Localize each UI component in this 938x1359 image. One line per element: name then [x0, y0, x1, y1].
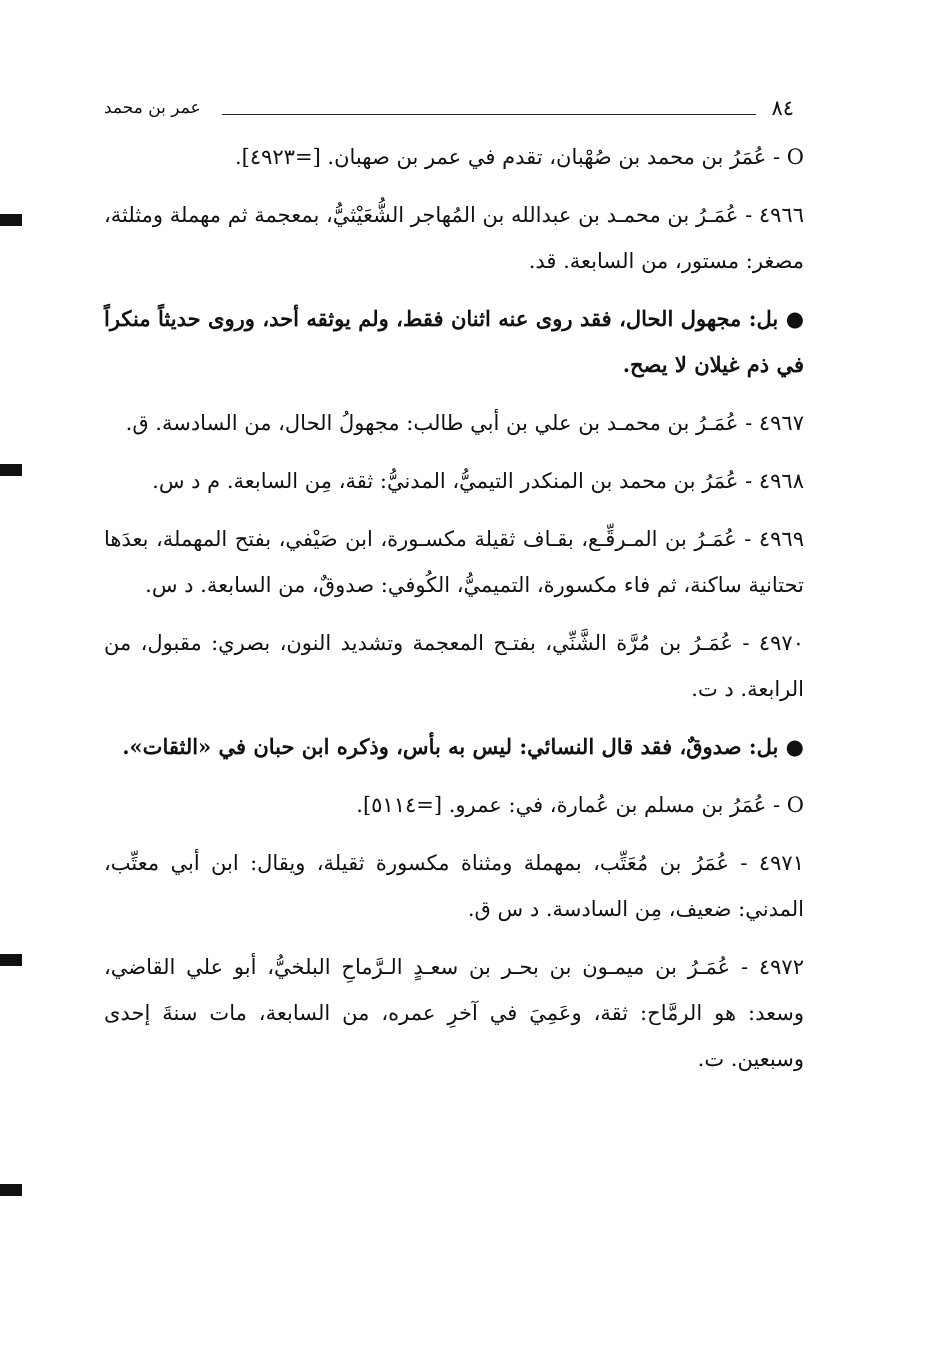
- entry-text: بل: مجهول الحال، فقد روى عنه اثنان فقط، ولم يوثقه أحد، وروى حديثاً منكراً في ذم غيلان لا يصح.: [104, 306, 804, 377]
- entry-text: ٤٩٦٨ - عُمَرُ بن محمد بن المنكدر التيميُّ، المدنيُّ: ثقة، مِن السابعة. م د س.: [152, 469, 804, 493]
- bullet-marker-icon: ●: [785, 734, 804, 759]
- entry-comment: [104, 724, 804, 770]
- entries-body: [104, 134, 804, 1094]
- entry-4971: [104, 840, 804, 932]
- running-title: عمر بن محمد: [104, 98, 201, 118]
- entry-text: ٤٩٦٦ - عُمَـرُ بن محمـد بن عبدالله بن المُهاجر الشُّعَيْثيُّ، بمعجمة ثم مهملة ومثلثة، مصغر: مستور، من السابعة. قد.: [104, 203, 804, 273]
- entry-text: بل: صدوقٌ، فقد قال النسائي: ليس به بأس، وذكره ابن حبان في «الثقات».: [122, 734, 779, 759]
- page-number: ٨٤: [771, 96, 794, 120]
- entry-text: ٤٩٧٢ - عُمَـرُ بن ميمـون بن بحـر بن سعـدٍ الـرَّماحِ البلخيُّ، أبو علي القاضي، وسعد: هو الرمَّاح: ثقة، وعَمِيَ في آخرِ عمره، من السابعة، مات سنةَ إحدى وسبعين. ت.: [104, 955, 804, 1071]
- entry-text: ٤٩٧١ - عُمَرُ بن مُعَتِّب، بمهملة ومثناة مكسورة ثقيلة، ويقال: ابن أبي معتِّب، المدني: ضعيف، مِن السادسة. د س ق.: [104, 851, 804, 921]
- scan-edge-mark: [0, 214, 22, 226]
- entry-4968: [104, 458, 804, 504]
- entry-cross-reference: [104, 782, 804, 828]
- entry-text: - عُمَرُ بن محمد بن صُهْبان، تقدم في عمر بن صهبان. [=٤٩٢٣].: [234, 145, 781, 169]
- entry-4969: [104, 516, 804, 608]
- circle-marker-icon: O: [786, 793, 804, 817]
- entry-4970: [104, 620, 804, 712]
- scan-edge-mark: [0, 954, 22, 966]
- entry-cross-reference: [104, 134, 804, 180]
- circle-marker-icon: O: [786, 145, 804, 169]
- header-rule: [222, 114, 756, 115]
- scan-edge-mark: [0, 464, 22, 476]
- entry-text: - عُمَرُ بن مسلم بن عُمارة، في: عمرو. [=٥١١٤].: [356, 793, 781, 817]
- entry-text: ٤٩٦٧ - عُمَـرُ بن محمـد بن علي بن أبي طالب: مجهولُ الحال، من السادسة. ق.: [125, 411, 804, 435]
- entry-4972: [104, 944, 804, 1082]
- scan-edge-mark: [0, 1184, 22, 1196]
- bullet-marker-icon: ●: [785, 306, 805, 331]
- entry-4966: [104, 192, 804, 284]
- entry-4967: [104, 400, 804, 446]
- entry-text: ٤٩٧٠ - عُمَـرُ بن مُرَّة الشَّنِّي، بفتـح المعجمة وتشديد النون، بصري: مقبول، من الرابعة. د ت.: [104, 631, 804, 701]
- entry-comment: [104, 296, 804, 388]
- entry-text: ٤٩٦٩ - عُمَـرُ بن المـرقِّـع، بقـاف ثقيلة مكسـورة، ابن صَيْفي، بفتح المهملة، بعدَها تحتانية ساكنة، ثم فاء مكسورة، التميميُّ، الكُوفي: صدوقٌ، من السابعة. د س.: [104, 527, 804, 597]
- page-header: [104, 96, 794, 124]
